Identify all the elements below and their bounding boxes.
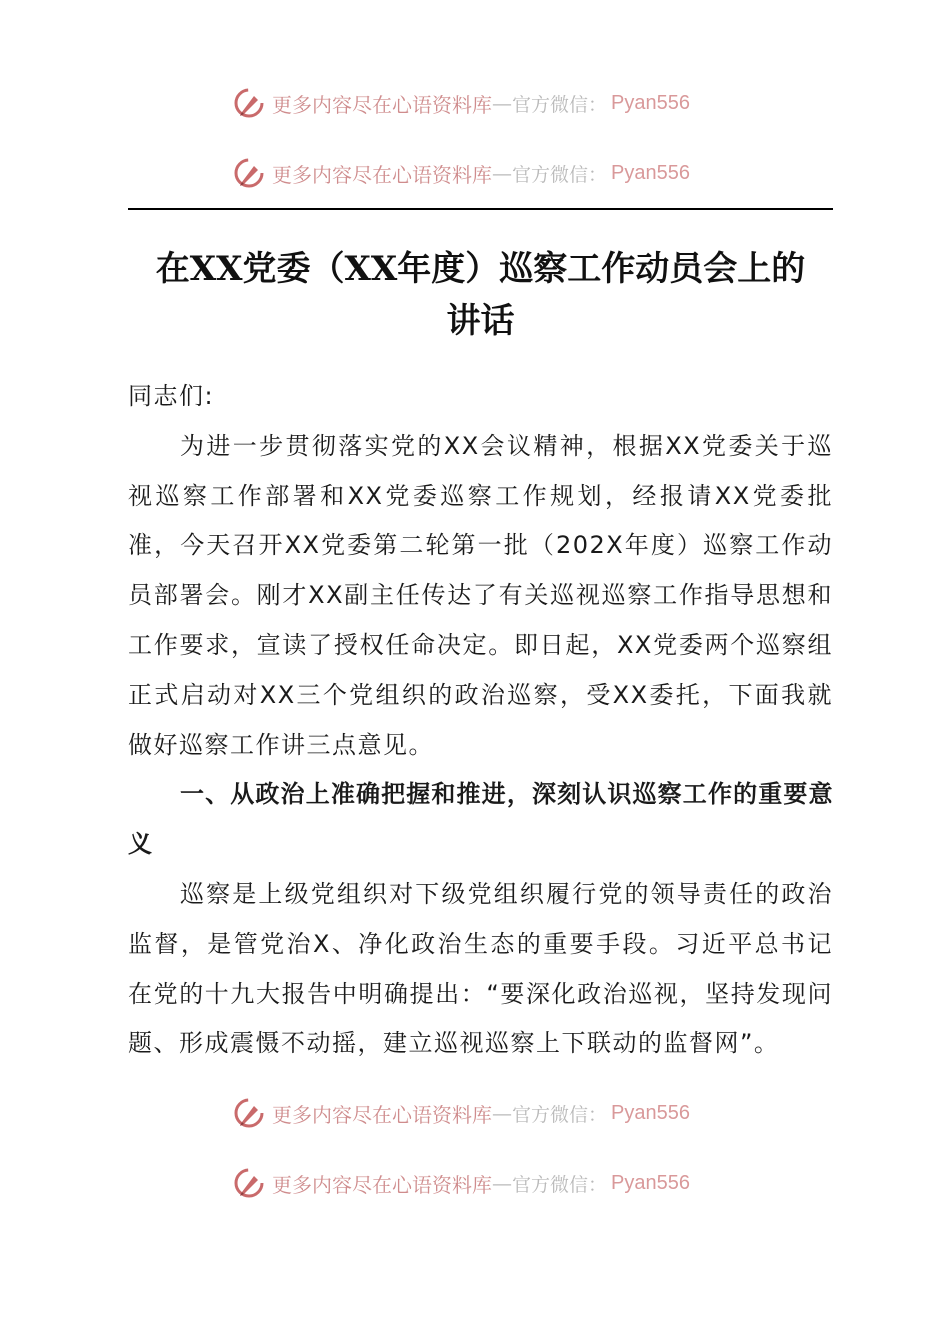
pen-nib-logo-icon: [232, 86, 266, 120]
watermark-banner: [232, 83, 690, 123]
watermark-wechat-label: 官方微信：: [512, 93, 608, 116]
watermark-wechat-id: Pyan556: [611, 161, 690, 184]
pen-nib-logo-icon: [232, 1166, 266, 1200]
watermark-separator: —: [492, 161, 512, 185]
watermark-text: 更多内容尽在心语资料库: [272, 162, 492, 187]
document-body: [128, 372, 833, 1069]
watermark-wechat-id: Pyan556: [611, 91, 690, 114]
watermark-separator: —: [492, 1101, 512, 1125]
watermark-separator: —: [492, 91, 512, 115]
pen-nib-logo-icon: [232, 1096, 266, 1130]
title-line-1: 在XX党委（XX年度）巡察工作动员会上的: [155, 249, 806, 289]
paragraph: 为进一步贯彻落实党的XX会议精神，根据XX党委关于巡视巡察工作部署和XX党委巡察工作规划，经报请XX党委批准，今天召开XX党委第二轮第一批（202X年度）巡察工作动员部署会。刚才XX副主任传达了有关巡视巡察工作指导思想和工作要求，宣读了授权任命决定。即日起，XX党委两个巡察组正式启动对XX三个党组织的政治巡察，受XX委托，下面我就做好巡察工作讲三点意见。: [128, 431, 833, 759]
watermark-banner: [232, 153, 690, 193]
document-title: [128, 243, 833, 347]
watermark-text: 更多内容尽在心语资料库: [272, 1102, 492, 1127]
watermark-separator: —: [492, 1171, 512, 1195]
watermark-text: 更多内容尽在心语资料库: [272, 1172, 492, 1197]
section-heading: 一、从政治上准确把握和推进，深刻认识巡察工作的重要意义: [128, 780, 833, 859]
watermark-wechat-id: Pyan556: [611, 1101, 690, 1124]
pen-nib-logo-icon: [232, 156, 266, 190]
watermark-wechat-label: 官方微信：: [512, 1173, 608, 1196]
watermark-text: 更多内容尽在心语资料库: [272, 92, 492, 117]
watermark-wechat-label: 官方微信：: [512, 163, 608, 186]
paragraph: 巡察是上级党组织对下级党组织履行党的领导责任的政治监督，是管党治X、净化政治生态的重要手段。习近平总书记在党的十九大报告中明确提出：“要深化政治巡视，坚持发现问题、形成震慑不动摇，建立巡视巡察上下联动的监督网”。: [128, 879, 833, 1058]
watermark-wechat-id: Pyan556: [611, 1171, 690, 1194]
watermark-banner: [232, 1093, 690, 1133]
salutation: 同志们:: [128, 382, 215, 410]
title-line-2: 讲话: [446, 301, 515, 341]
watermark-banner: [232, 1163, 690, 1203]
watermark-wechat-label: 官方微信：: [512, 1103, 608, 1126]
header-rule: [128, 208, 833, 210]
